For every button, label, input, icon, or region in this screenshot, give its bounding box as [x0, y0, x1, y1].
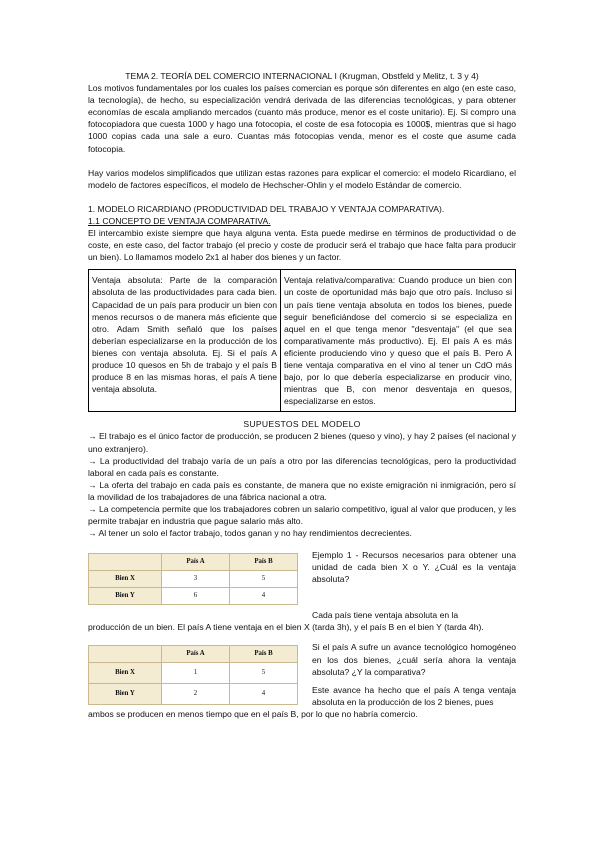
table-cell: 4 [230, 684, 298, 705]
table-header: País B [230, 554, 298, 571]
intro-paragraph: Los motivos fundamentales por los cuales los países comercian es porque són diferentes en algo (en este caso, la tecnología), de hecho, su especialización vendrá derivada de las diferencias tecnológicas, y para obtener economías de escala ampliando mercados (cuanto más produce, menor es el coste unitario). Ej. Si compro una fotocopiadora que cuesta 1000 y hago una fotocopia, el coste de esa fotocopia es 1000$, mientras que si hago 1000 copias cada una sale a euro. Cuantas más fotocopias venda, menor es el coste que asume cada fotocopia. [88, 83, 516, 154]
example-1-answer-b: producción de un bien. El país A tiene ventaja en el bien X (tarda 3h), y el país B en el bien Y (tarda 4h). [88, 622, 484, 633]
table-cell: Bien X [89, 663, 162, 684]
document-page [88, 70, 516, 720]
table-cell: 4 [230, 588, 298, 605]
table-header [89, 554, 162, 571]
comparison-box [88, 269, 516, 412]
table-cell: 3 [162, 571, 230, 588]
example-1-question: Ejemplo 1 - Recursos necesarios para obtener una unidad de cada bien X o Y. ¿Cuál es la ventaja absoluta? [312, 550, 516, 585]
example-2-answer-b: ambos se producen en menos tiempo que en el país B, por lo que no habría comercio. [88, 708, 418, 719]
assumption-item: → La competencia permite que los trabajadores cobren un salario competitivo, igual al valor que producen, y les permite trabajar en industria que pague salario más alto. [88, 504, 516, 527]
table-cell: 5 [230, 663, 298, 684]
table-cell: 6 [162, 588, 230, 605]
example-1-answer-a: Cada país tiene ventaja absoluta en la [312, 610, 459, 621]
table-cell: 5 [230, 571, 298, 588]
models-paragraph: Hay varios modelos simplificados que utilizan estas razones para explicar el comercio: el modelo Ricardiano, el modelo de factores específicos, el modelo de Hechscher-Ohlin y el modelo Estándar de comercio. [88, 167, 516, 190]
exchange-paragraph: El intercambio existe siempre que haya alguna venta. Esta puede medirse en términos de productividad o de coste, en este caso, del factor trabajo (el precio y coste de producir será el trabajo que hace falta para producir un bien). Lo llamamos modelo 2x1 al haber dos bienes y un factor. [88, 228, 516, 263]
table-header: País A [162, 554, 230, 571]
resources-table-2 [88, 645, 298, 705]
table-cell: Bien Y [89, 684, 162, 705]
assumption-item: → El trabajo es el único factor de producción, se producen 2 bienes (queso y vino), y hay 2 países (el nacional y uno extranjero). [88, 431, 516, 454]
table-cell: 1 [162, 663, 230, 684]
assumptions-heading: SUPUESTOS DEL MODELO [243, 419, 361, 430]
table-cell: Bien Y [89, 588, 162, 605]
table-header [89, 646, 162, 663]
table-header: País B [230, 646, 298, 663]
comparative-advantage-cell: Ventaja relativa/comparativa: Cuando produce un bien con un coste de oportunidad más bajo que otro país. Incluso si un país tiene ventaja absoluta en todos los bienes, puede seguir beneficiándose del comercio si se especializa en aquel en el que tenga menor "desventaja" (el que sea comparativamente más productivo). Ej. El país A es más eficiente produciendo vino y queso que el país B. Pero A tiene ventaja comparativa en el vino al tener un CdO más bajo, por lo que debería especializarse en producir vino, mientras que B, con menor desventaja en quesos, especializarse en estos. [284, 275, 512, 407]
table-cell: Bien X [89, 571, 162, 588]
section-heading-1-1: 1.1 CONCEPTO DE VENTAJA COMPARATIVA. [88, 215, 271, 226]
table-header: País A [162, 646, 230, 663]
absolute-advantage-cell: Ventaja absoluta: Parte de la comparación absoluta de las productividades para cada bien. Capacidad de un país para producir un bien con menos recursos o de manera más eficiente que otro. Adam Smith señaló que los países deberían especializarse en la producción de los bienes con ventaja absoluta. Ej. Si el país A produce 10 quesos en 5h de trabajo y el país B produce 8 en las mismas horas, el país A tiene ventaja absoluta. [89, 270, 281, 411]
assumption-item: → La oferta del trabajo en cada país es constante, de manera que no existe emigración ni inmigración, pero sí la movilidad de los trabajadores de una fábrica nacional a otra. [88, 479, 516, 502]
example-2-question: Si el país A sufre un avance tecnológico homogéneo en los dos bienes, ¿cuál sería ahora la ventaja absoluta? ¿Y la comparativa? [312, 642, 516, 677]
assumption-item: → Al tener un solo el factor trabajo, todos ganan y no hay rendimientos decrecientes. [88, 528, 412, 539]
section-heading-1: 1. MODELO RICARDIANO (PRODUCTIVIDAD DEL TRABAJO Y VENTAJA COMPARATIVA). [88, 203, 445, 214]
document-title: TEMA 2. TEORÍA DEL COMERCIO INTERNACIONAL I (Krugman, Obstfeld y Melitz, t. 3 y 4) [125, 71, 479, 81]
resources-table-1 [88, 553, 298, 605]
table-cell: 2 [162, 684, 230, 705]
example-2-answer-a: Este avance ha hecho que el país A tenga ventaja absoluta en la producción de los 2 bienes, pues [312, 684, 516, 707]
assumption-item: → La productividad del trabajo varía de un país a otro por las diferencias tecnológicas, pero la productividad laboral en cada país es constante. [88, 455, 516, 478]
